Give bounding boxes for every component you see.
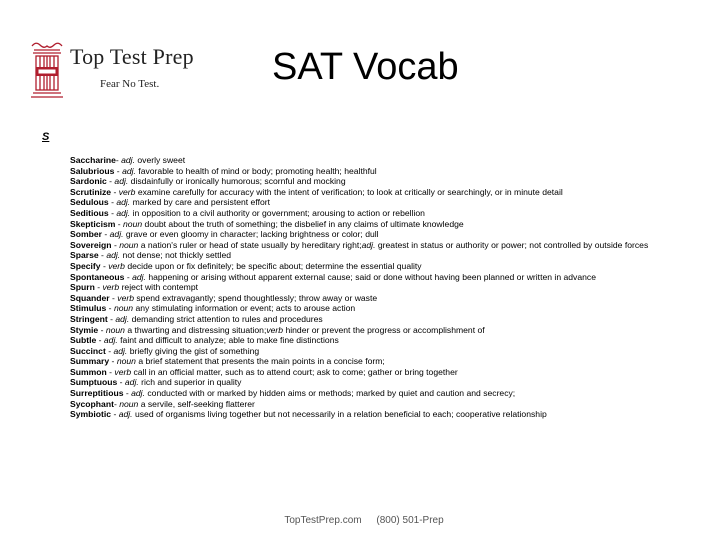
- vocab-entry: Sovereign - noun a nation's ruler or head of state usually by hereditary right;adj. greatest in status or authority or power; not controlled by outside forces: [70, 239, 649, 250]
- vocab-definition: call in an official matter, such as to attend court; ask to come; gather or bring together: [131, 366, 458, 377]
- vocab-entry: Scrutinize - verb examine carefully for accuracy with the intent of verification; to look at critically or searchingly, or in minute detail: [70, 186, 563, 197]
- vocab-entry: Salubrious - adj. favorable to health of mind or body; promoting health; healthful: [70, 165, 377, 176]
- vocab-word: Specify: [70, 260, 101, 271]
- part-of-speech: adj.: [106, 250, 121, 261]
- vocab-entry: Surreptitious - adj. conducted with or marked by hidden aims or methods; marked by quiet and caution and secrecy;: [70, 388, 516, 399]
- vocab-definition: a servile, self-seeking flatterer: [138, 398, 255, 409]
- vocab-entry: Specify - verb decide upon or fix definitely; be specific about; determine the essential quality: [70, 260, 422, 271]
- vocab-entry: Sycophant- noun a servile, self-seeking flatterer: [70, 398, 255, 409]
- part-of-speech: adj.: [118, 409, 133, 420]
- vocab-entry: Sparse - adj. not dense; not thickly settled: [70, 250, 232, 261]
- brand-name: Top Test Prep: [70, 44, 194, 69]
- part-of-speech: adj.: [132, 271, 146, 282]
- part-of-speech: verb: [108, 260, 125, 271]
- part-of-speech: noun: [119, 398, 139, 409]
- part-of-speech: adj.: [116, 207, 131, 218]
- slide-title: SAT Vocab: [272, 46, 459, 88]
- vocab-word: Sparse: [70, 250, 99, 261]
- vocab-entry: Saccharine- adj. overly sweet: [70, 155, 186, 165]
- vocab-entry: Sumptuous - adj. rich and superior in quality: [70, 377, 242, 388]
- vocab-word: Sovereign: [70, 239, 112, 250]
- vocab-entry: Spontaneous - adj. happening or arising without apparent external cause; said or done without having been planned or written in advance: [70, 271, 596, 282]
- part-of-speech: adj.: [103, 335, 118, 346]
- vocab-entry: Stymie - noun a thwarting and distressing situation;verb hinder or prevent the progress or accomplishment of: [70, 324, 485, 335]
- part-of-speech: verb: [266, 324, 284, 335]
- vocab-definition: rich and superior in quality: [138, 377, 242, 388]
- vocab-definition: not dense; not thickly settled: [120, 250, 232, 261]
- part-of-speech: noun: [119, 239, 139, 250]
- vocab-entry: Succinct - adj. briefly giving the gist of something: [70, 345, 260, 356]
- vocab-definition: conducted with or marked by hidden aims or methods; marked by quiet and caution and secrecy;: [144, 388, 516, 399]
- vocab-definition: any stimulating information or event; acts to arouse action: [133, 303, 356, 314]
- part-of-speech: adj.: [121, 155, 135, 165]
- vocab-word: Symbiotic: [70, 409, 112, 420]
- vocab-definition: a nation's ruler or head of state usually by hereditary right;: [138, 239, 362, 250]
- vocab-entry: Sardonic - adj. disdainfully or ironically humorous; scornful and mocking: [70, 176, 346, 187]
- part-of-speech: verb: [118, 186, 136, 197]
- vocab-word: Sumptuous: [70, 377, 118, 388]
- vocab-word: Succinct: [70, 345, 106, 356]
- vocab-entry: Somber - adj. grave or even gloomy in character; lacking brightness or color; dull: [70, 229, 379, 240]
- footer-website: TopTestPrep.com: [284, 515, 362, 526]
- vocab-word: Surreptitious: [70, 388, 124, 399]
- vocab-word: Spontaneous: [70, 271, 125, 282]
- vocab-definition: examine carefully for accuracy with the intent of verification; to look at critically or searchingly, or in minute detail: [135, 186, 563, 197]
- vocab-word: Seditious: [70, 207, 109, 218]
- vocab-entry: Stringent - adj. demanding strict attention to rules and procedures: [70, 313, 323, 324]
- pillar-logo-icon: [30, 40, 64, 102]
- part-of-speech: noun: [123, 218, 143, 229]
- part-of-speech: adj.: [131, 388, 145, 399]
- vocab-entry: Squander - verb spend extravagantly; spend thoughtlessly; throw away or waste: [70, 292, 378, 303]
- vocab-definition: disdainfully or ironically humorous; scornful and mocking: [128, 176, 346, 187]
- brand-tagline: Fear No Test.: [100, 78, 160, 90]
- vocab-definition: demanding strict attention to rules and procedures: [129, 313, 323, 324]
- vocab-entry: Summon - verb call in an official matter, such as to attend court; ask to come; gather or bring together: [70, 366, 458, 377]
- vocab-word: Summary: [70, 356, 110, 367]
- vocab-word: Salubrious: [70, 165, 115, 176]
- vocab-word: Summon: [70, 366, 107, 377]
- part-of-speech: adj.: [114, 176, 129, 187]
- part-of-speech: adj.: [116, 197, 131, 208]
- vocab-word: Sardonic: [70, 176, 107, 187]
- vocab-entry: Sedulous - adj. marked by care and persistent effort: [70, 197, 270, 208]
- vocab-definition: in opposition to a civil authority or government; arousing to action or rebellion: [130, 207, 425, 218]
- part-of-speech: verb: [114, 366, 132, 377]
- part-of-speech: noun: [105, 324, 125, 335]
- vocab-definition: briefly giving the gist of something: [127, 345, 260, 356]
- slide-footer: [0, 515, 728, 526]
- vocab-entry: Spurn - verb reject with contempt: [70, 282, 198, 293]
- vocab-entry: Summary - noun a brief statement that presents the main points in a concise form;: [70, 356, 385, 367]
- part-of-speech: adj.: [124, 377, 139, 388]
- vocab-definition: faint and difficult to analyze; able to make fine distinctions: [117, 335, 339, 346]
- vocab-word: Subtle: [70, 335, 97, 346]
- vocab-word: Squander: [70, 292, 110, 303]
- vocab-definition: doubt about the truth of something; the disbelief in any claims of ultimate knowledge: [142, 218, 464, 229]
- part-of-speech: noun: [113, 303, 134, 314]
- vocab-entry: Stimulus - noun any stimulating information or event; acts to arouse action: [70, 303, 356, 314]
- vocab-definition: greatest in status or authority or power; not controlled by outside forces: [375, 239, 649, 250]
- vocab-word: Sedulous: [70, 197, 109, 208]
- footer-phone: (800) 501-Prep: [376, 515, 444, 526]
- vocab-word: Saccharine: [70, 155, 116, 165]
- part-of-speech: adj.: [115, 313, 130, 324]
- vocab-definition: favorable to health of mind or body; promoting health; healthful: [135, 165, 377, 176]
- vocab-word: Sycophant: [70, 398, 114, 409]
- vocab-word: Stringent: [70, 313, 108, 324]
- vocab-word: Scrutinize: [70, 186, 112, 197]
- vocab-entry: Seditious - adj. in opposition to a civil authority or government; arousing to action or rebellion: [70, 207, 425, 218]
- vocab-definition: spend extravagantly; spend thoughtlessly; throw away or waste: [134, 292, 378, 303]
- vocab-definition: decide upon or fix definitely; be specific about; determine the essential quality: [124, 260, 422, 271]
- vocab-word: Spurn: [70, 282, 95, 293]
- part-of-speech: noun: [116, 356, 136, 367]
- vocab-list: [70, 155, 705, 420]
- vocab-definition: hinder or prevent the progress or accomplishment of: [283, 324, 485, 335]
- vocab-definition: overly sweet: [134, 155, 186, 165]
- vocab-word: Stymie: [70, 324, 99, 335]
- vocab-entry: Skepticism - noun doubt about the truth of something; the disbelief in any claims of ultimate knowledge: [70, 218, 464, 229]
- part-of-speech: adj.: [361, 239, 376, 250]
- vocab-word: Skepticism: [70, 218, 116, 229]
- brand-logo: [30, 40, 230, 105]
- part-of-speech: adj.: [113, 345, 128, 356]
- section-letter: S: [42, 131, 50, 143]
- vocab-definition: used of organisms living together but not necessarily in a relation beneficial to each; cooperative relationship: [132, 409, 547, 420]
- part-of-speech: verb: [102, 282, 120, 293]
- part-of-speech: adj.: [122, 165, 136, 176]
- vocab-entry: Subtle - adj. faint and difficult to analyze; able to make fine distinctions: [70, 335, 339, 346]
- vocab-definition: a brief statement that presents the main points in a concise form;: [135, 356, 385, 367]
- part-of-speech: adj.: [109, 229, 124, 240]
- vocab-word: Stimulus: [70, 303, 107, 314]
- vocab-definition: grave or even gloomy in character; lacking brightness or color; dull: [123, 229, 379, 240]
- vocab-entry: Symbiotic - adj. used of organisms living together but not necessarily in a relation beneficial to each; cooperative relationship: [70, 409, 547, 420]
- vocab-definition: reject with contempt: [119, 282, 198, 293]
- vocab-definition: happening or arising without apparent external cause; said or done without having been planned or written in advance: [145, 271, 596, 282]
- part-of-speech: verb: [117, 292, 134, 303]
- vocab-definition: a thwarting and distressing situation;: [124, 324, 267, 335]
- vocab-word: Somber: [70, 229, 102, 240]
- vocab-definition: marked by care and persistent effort: [130, 197, 270, 208]
